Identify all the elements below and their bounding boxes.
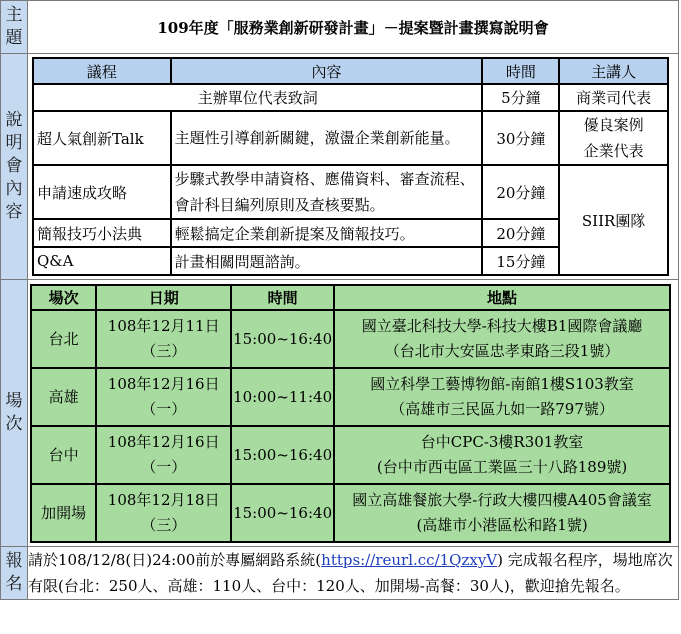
speaker-line: 企業代表 [583,142,644,160]
sessions-label [1,280,28,547]
session-location-name: 台中CPC-3樓R301教室 [420,433,584,451]
agenda-opening-speaker: 商業司代表 [559,84,668,111]
session-row [31,484,670,542]
agenda-row-item: 超人氣創新Talk [33,111,171,165]
agenda-row-content: 輕鬆搞定企業創新提案及簡報技巧。 [171,219,483,247]
subject-label [1,1,28,54]
session-date [96,484,231,542]
agenda-row-content: 主題性引導創新關鍵，激盪企業創新能量。 [171,111,483,165]
agenda-header-time: 時間 [482,58,559,84]
registration-link[interactable]: https://reurl.cc/1QzxyV [321,551,498,569]
registration-text-before: 請於108/12/8(日)24:00前於專屬網路系統( [28,551,322,569]
agenda-label-char: 會 [5,156,23,176]
session-row [31,310,670,368]
agenda-header-item: 議程 [33,58,171,84]
agenda-label-char: 內 [5,179,23,199]
session-location-address: （高雄市三民區九如一路797號） [390,400,614,418]
agenda-opening-text: 主辦單位代表致詞 [33,84,482,111]
session-time: 15:00~16:40 [231,310,334,368]
session-date-text: 108年12月16日 [107,433,220,451]
registration-text-after: ) 完成報名程序，場地席次有限(台北：250人、高雄：110人、台中：120人、加開場-高餐：30人)，歡迎搶先報名。 [28,551,673,595]
sessions-header-venue: 場次 [31,285,96,310]
session-row [31,426,670,484]
session-date [96,368,231,426]
agenda-label-char: 說 [5,110,23,130]
agenda-opening-time: 5分鐘 [482,84,559,111]
session-location [334,426,670,484]
session-venue: 加開場 [31,484,96,542]
registration-label-char: 名 [5,574,23,594]
agenda-row-item: Q&A [33,247,171,275]
session-time: 10:00~11:40 [231,368,334,426]
agenda-row-content: 步驟式教學申請資格、應備資料、審查流程、會計科目編列原則及查核要點。 [171,165,483,219]
agenda-label-char: 明 [5,133,23,153]
agenda-row-time: 30分鐘 [482,111,559,165]
session-weekday: （三） [141,516,187,534]
agenda-row-time: 15分鐘 [482,247,559,275]
registration-label [1,547,28,600]
session-weekday: （一） [141,458,187,476]
session-location-address: (高雄市小港區松和路1號) [416,516,588,534]
session-location-address: （台北市大安區忠孝東路三段1號） [384,342,620,360]
session-date-text: 108年12月16日 [107,375,220,393]
sessions-header-date: 日期 [96,285,231,310]
agenda-table [32,57,669,276]
session-row [31,368,670,426]
agenda-shared-speaker: SIIR團隊 [559,165,668,275]
session-time: 15:00~16:40 [231,426,334,484]
subject-label-char: 主 [5,5,23,25]
registration-text [28,547,679,600]
sessions-label-char: 場 [5,391,23,411]
session-venue: 台中 [31,426,96,484]
session-location [334,310,670,368]
session-time: 15:00~16:40 [231,484,334,542]
agenda-row-item: 申請速成攻略 [33,165,171,219]
session-date-text: 108年12月11日 [107,317,220,335]
session-location [334,368,670,426]
sessions-label-char: 次 [5,414,23,434]
session-date [96,310,231,368]
agenda-row-speaker [559,111,668,165]
subject-title: 109年度「服務業創新研發計畫」－提案暨計畫撰寫說明會 [28,1,679,54]
agenda-row-time: 20分鐘 [482,219,559,247]
agenda-row-time: 20分鐘 [482,165,559,219]
speaker-line: 優良案例 [583,116,644,134]
agenda-header-content: 內容 [171,58,483,84]
agenda-row-content: 計畫相關問題諮詢。 [171,247,483,275]
session-weekday: （一） [141,400,187,418]
session-date [96,426,231,484]
agenda-header-speaker: 主講人 [559,58,668,84]
session-venue: 台北 [31,310,96,368]
agenda-label [1,54,28,280]
session-location-name: 國立高雄餐旅大學-行政大樓四樓A405會議室 [352,491,652,509]
session-location [334,484,670,542]
sessions-table [30,284,671,543]
subject-label-char: 題 [5,28,23,48]
session-date-text: 108年12月18日 [107,491,220,509]
session-location-name: 國立臺北科技大學-科技大樓B1國際會議廳 [361,317,643,335]
agenda-cell [28,54,679,280]
sessions-cell [28,280,679,547]
session-location-address: (台中市西屯區工業區三十八路189號) [376,458,628,476]
session-location-name: 國立科學工藝博物館-南館1樓S103教室 [370,375,634,393]
registration-label-char: 報 [5,551,23,571]
sessions-header-time: 時間 [231,285,334,310]
agenda-row-item: 簡報技巧小法典 [33,219,171,247]
sessions-header-location: 地點 [334,285,670,310]
session-venue: 高雄 [31,368,96,426]
agenda-label-char: 容 [5,202,23,222]
session-weekday: （三） [141,342,187,360]
